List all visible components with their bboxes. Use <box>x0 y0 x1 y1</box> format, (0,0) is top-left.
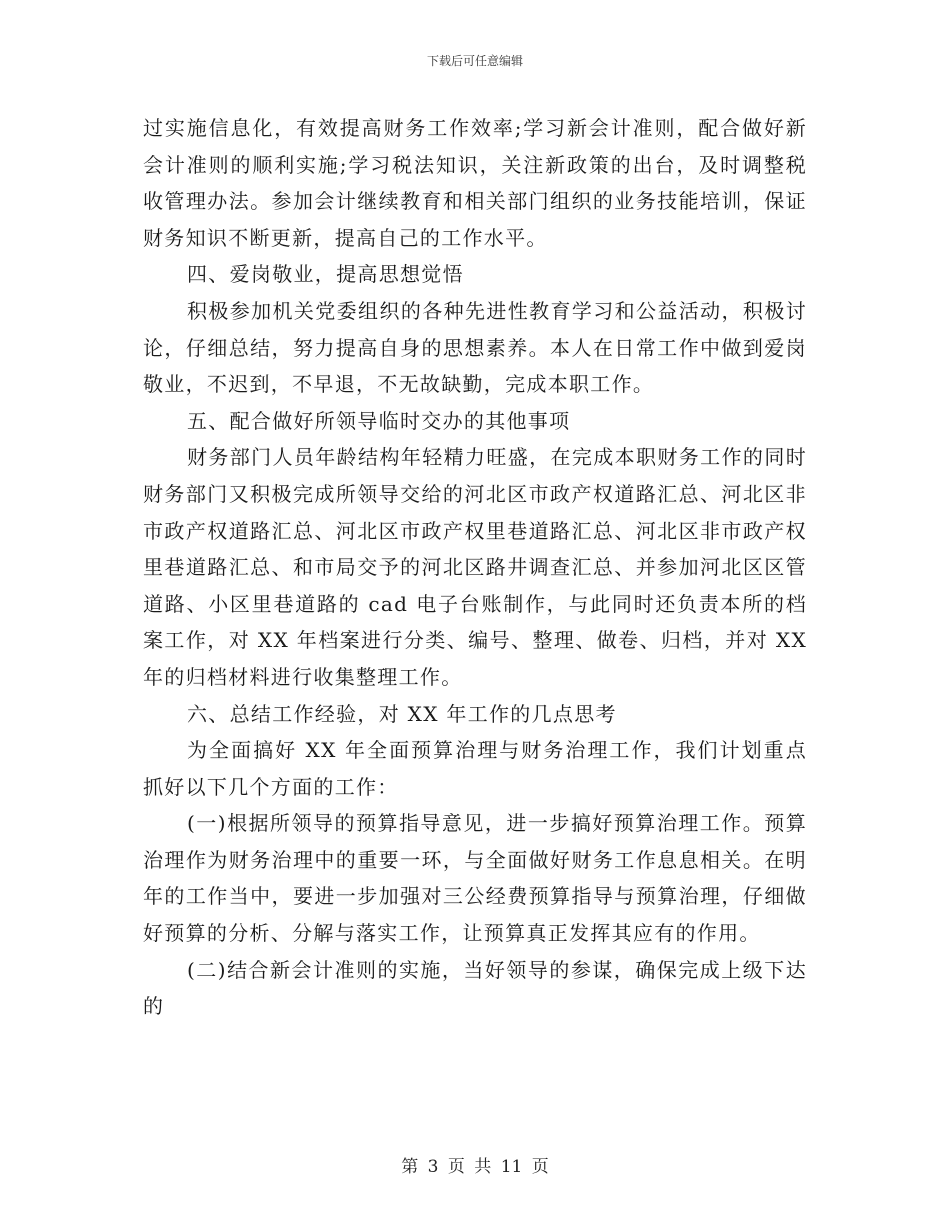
document-body <box>143 110 807 1025</box>
paragraph: 财务部门人员年龄结构年轻精力旺盛，在完成本职财务工作的同时财务部门又积极完成所领导交给的河北区市政产权道路汇总、河北区非市政产权道路汇总、河北区市政产权里巷道路汇总、河北区非市政产权里巷道路汇总、和市局交予的河北区路井调查汇总、并参加河北区区管道路、小区里巷道路的 cad 电子台账制作，与此同时还负责本所的档案工作，对 XX 年档案进行分类、编号、整理、做卷、归档，并对 XX 年的归档材料进行收集整理工作。 <box>143 445 807 689</box>
paragraph: 为全面搞好 XX 年全面预算治理与财务治理工作，我们计划重点抓好以下几个方面的工作： <box>143 738 807 799</box>
page-number: 第 3 页 共 11 页 <box>401 1157 549 1177</box>
paragraph: 积极参加机关党委组织的各种先进性教育学习和公益活动，积极讨论，仔细总结，努力提高自身的思想素养。本人在日常工作中做到爱岗敬业，不迟到，不早退，不无故缺勤，完成本职工作。 <box>143 298 807 397</box>
section-heading-6: 六、总结工作经验，对 XX 年工作的几点思考 <box>187 701 617 726</box>
paragraph: (二)结合新会计准则的实施，当好领导的参谋，确保完成上级下达的 <box>143 957 807 1019</box>
section-heading-4: 四、爱岗敬业，提高思想觉悟 <box>187 262 464 287</box>
paragraph: (一)根据所领导的预算指导意见，进一步搞好预算治理工作。预算治理作为财务治理中的重要一环，与全面做好财务工作息息相关。在明年的工作当中，要进一步加强对三公经费预算指导与预算治理，仔细做好预算的分析、分解与落实工作，让预算真正发挥其应有的作用。 <box>143 811 807 946</box>
section-heading-5: 五、配合做好所领导临时交办的其他事项 <box>187 408 571 433</box>
paragraph-continuation: 过实施信息化，有效提高财务工作效率;学习新会计准则，配合做好新会计准则的顺利实施;学习税法知识，关注新政策的出台，及时调整税收管理办法。参加会计继续教育和相关部门组织的业务技能培训，保证财务知识不断更新，提高自己的工作水平。 <box>143 116 807 250</box>
page-header: 下载后可任意编辑 <box>426 54 523 68</box>
